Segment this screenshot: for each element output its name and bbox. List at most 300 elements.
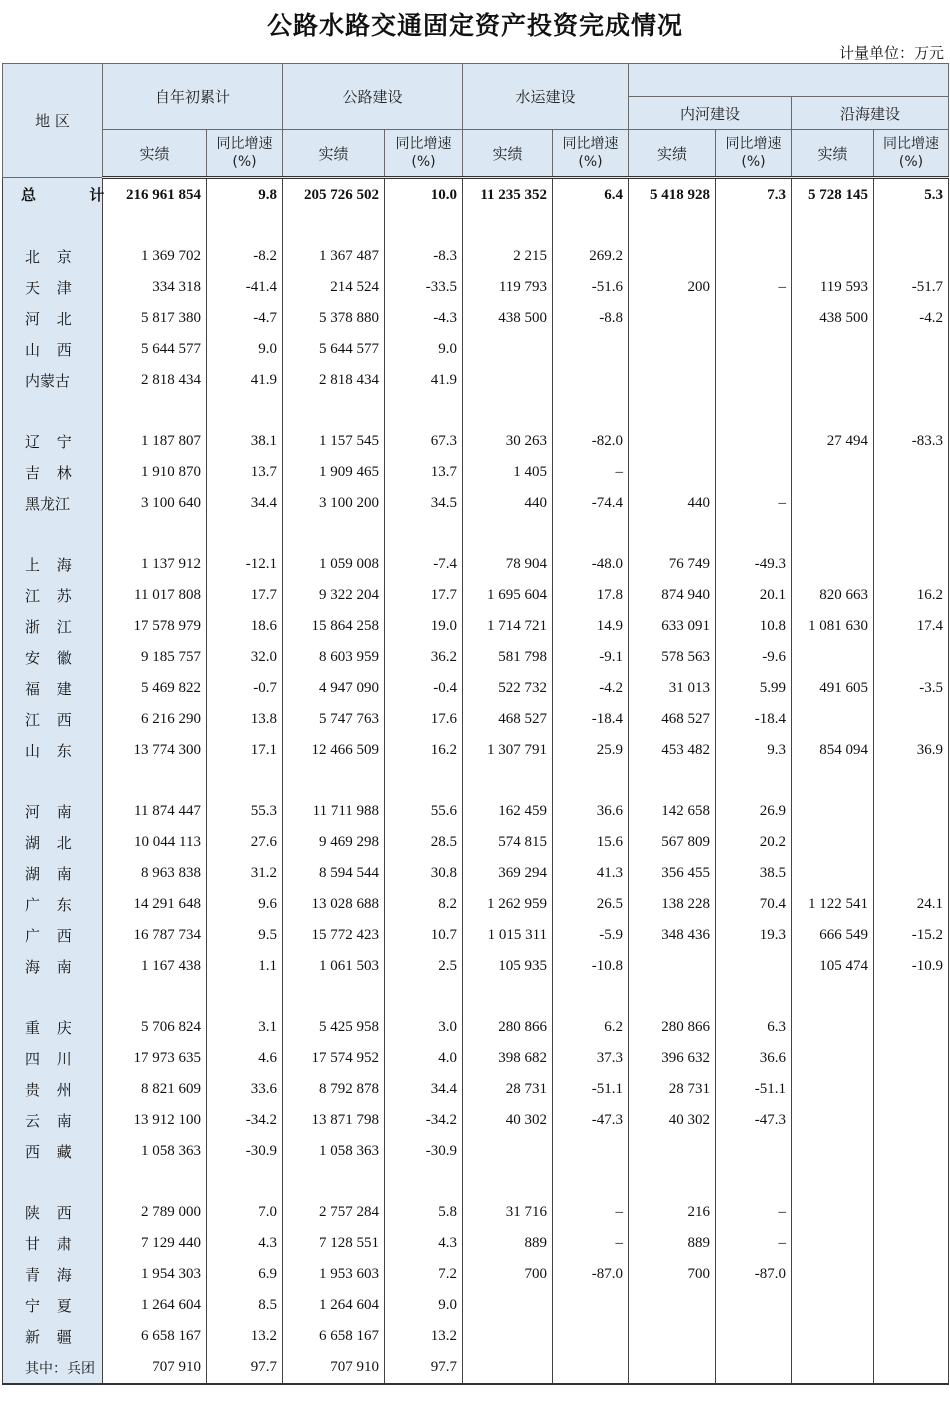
actual-cell: 7 128 551	[283, 1228, 385, 1259]
rate-cell: 9.6	[207, 889, 283, 920]
actual-cell	[792, 1074, 874, 1105]
rate-cell	[716, 365, 792, 396]
actual-cell: 874 940	[629, 580, 716, 611]
actual-cell: 1 187 807	[103, 426, 207, 457]
actual-cell: 12 466 509	[283, 735, 385, 766]
rate-cell: 17.6	[385, 704, 463, 735]
table-row	[3, 549, 949, 580]
header-rate-unit: (%)	[898, 154, 924, 170]
region-cell: 西 藏	[3, 1136, 103, 1167]
empty-cell	[463, 211, 553, 241]
empty-cell	[629, 211, 716, 241]
empty-cell	[385, 982, 463, 1012]
region-cell: 重 庆	[3, 1012, 103, 1043]
rate-cell	[716, 457, 792, 488]
actual-cell: 16 787 734	[103, 920, 207, 951]
actual-cell: 11 711 988	[283, 796, 385, 827]
rate-cell: 38.5	[716, 858, 792, 889]
rate-cell: 37.3	[553, 1043, 629, 1074]
actual-cell	[792, 1105, 874, 1136]
header-rate-unit: (%)	[232, 154, 257, 170]
table-row	[3, 272, 949, 303]
actual-cell: 578 563	[629, 642, 716, 673]
table-row	[3, 1105, 949, 1136]
rate-cell: -4.2	[553, 673, 629, 704]
actual-cell: 138 228	[629, 889, 716, 920]
rate-cell: -82.0	[553, 426, 629, 457]
table-row	[3, 920, 949, 951]
rate-cell: 17.7	[207, 580, 283, 611]
table-row	[3, 642, 949, 673]
actual-cell: 13 912 100	[103, 1105, 207, 1136]
table-row	[3, 1290, 949, 1321]
actual-cell	[792, 1197, 874, 1228]
actual-cell: 14 291 648	[103, 889, 207, 920]
rate-cell: -0.4	[385, 673, 463, 704]
header-actual: 实绩	[283, 130, 385, 178]
actual-cell: 438 500	[463, 303, 553, 334]
actual-cell: 7 129 440	[103, 1228, 207, 1259]
rate-cell	[874, 796, 949, 827]
empty-cell	[385, 1167, 463, 1197]
rate-cell: 31.2	[207, 858, 283, 889]
actual-cell: 30 263	[463, 426, 553, 457]
empty-cell	[283, 1167, 385, 1197]
actual-cell: 666 549	[792, 920, 874, 951]
region-cell: 北 京	[3, 241, 103, 272]
empty-cell	[716, 982, 792, 1012]
empty-cell	[207, 519, 283, 549]
actual-cell: 200	[629, 272, 716, 303]
actual-cell: 105 935	[463, 951, 553, 982]
actual-cell	[629, 303, 716, 334]
empty-cell	[207, 211, 283, 241]
rate-cell: 16.2	[874, 580, 949, 611]
rate-cell: -7.4	[385, 549, 463, 580]
rate-cell: -41.4	[207, 272, 283, 303]
rate-cell: -51.7	[874, 272, 949, 303]
rate-cell: 8.5	[207, 1290, 283, 1321]
actual-cell	[792, 827, 874, 858]
empty-cell	[874, 396, 949, 426]
actual-cell: 4 947 090	[283, 673, 385, 704]
empty-cell	[463, 1167, 553, 1197]
rate-cell: 36.6	[553, 796, 629, 827]
empty-cell	[385, 211, 463, 241]
rate-cell: -8.2	[207, 241, 283, 272]
region-cell: 广 西	[3, 920, 103, 951]
rate-cell: -4.7	[207, 303, 283, 334]
empty-cell	[463, 982, 553, 1012]
rate-cell: 36.6	[716, 1043, 792, 1074]
empty-cell	[792, 1167, 874, 1197]
rate-cell: 17.8	[553, 580, 629, 611]
actual-cell: 1 953 603	[283, 1259, 385, 1290]
actual-cell	[792, 704, 874, 735]
actual-cell: 28 731	[629, 1074, 716, 1105]
actual-cell: 491 605	[792, 673, 874, 704]
actual-cell	[792, 1290, 874, 1321]
rate-cell: 10.0	[385, 178, 463, 212]
region-cell: 其中：兵团	[3, 1352, 103, 1384]
actual-cell: 2 757 284	[283, 1197, 385, 1228]
actual-cell	[463, 1352, 553, 1384]
region-cell: 新 疆	[3, 1321, 103, 1352]
actual-cell: 1 909 465	[283, 457, 385, 488]
header-rate	[716, 130, 792, 178]
rate-cell: 13.7	[207, 457, 283, 488]
rate-cell: 20.2	[716, 827, 792, 858]
rate-cell: 9.0	[385, 334, 463, 365]
actual-cell: 6 216 290	[103, 704, 207, 735]
spacer-row	[3, 766, 949, 796]
rate-cell: -87.0	[553, 1259, 629, 1290]
empty-cell	[103, 1167, 207, 1197]
actual-cell	[463, 1136, 553, 1167]
rate-cell	[874, 642, 949, 673]
rate-cell	[716, 1136, 792, 1167]
actual-cell: 6 658 167	[283, 1321, 385, 1352]
rate-cell: 17.1	[207, 735, 283, 766]
header-rate-label: 同比增速	[725, 136, 782, 152]
empty-cell	[385, 766, 463, 796]
header-water-spacer	[629, 64, 949, 97]
rate-cell: 10.7	[385, 920, 463, 951]
total-row	[3, 178, 949, 212]
table-row	[3, 951, 949, 982]
empty-cell	[792, 519, 874, 549]
rate-cell: 36.2	[385, 642, 463, 673]
rate-cell	[716, 1290, 792, 1321]
actual-cell: 1 137 912	[103, 549, 207, 580]
actual-cell: 40 302	[629, 1105, 716, 1136]
rate-cell: 41.3	[553, 858, 629, 889]
actual-cell: 574 815	[463, 827, 553, 858]
region-cell	[3, 982, 103, 1012]
rate-cell: 14.9	[553, 611, 629, 642]
rate-cell	[553, 1321, 629, 1352]
table-row	[3, 241, 949, 272]
actual-cell: 8 594 544	[283, 858, 385, 889]
rate-cell: 5.99	[716, 673, 792, 704]
actual-cell: 13 871 798	[283, 1105, 385, 1136]
header-rate-unit: (%)	[411, 154, 436, 170]
rate-cell: -34.2	[385, 1105, 463, 1136]
rate-cell: -83.3	[874, 426, 949, 457]
table-row	[3, 1259, 949, 1290]
rate-cell: 24.1	[874, 889, 949, 920]
spacer-row	[3, 519, 949, 549]
rate-cell: –	[716, 272, 792, 303]
rate-cell: 70.4	[716, 889, 792, 920]
table-row	[3, 889, 949, 920]
actual-cell: 31 013	[629, 673, 716, 704]
rate-cell: 28.5	[385, 827, 463, 858]
region-cell: 河 北	[3, 303, 103, 334]
header-road: 公路建设	[283, 64, 463, 130]
empty-cell	[283, 211, 385, 241]
header-rate	[385, 130, 463, 178]
rate-cell: 6.3	[716, 1012, 792, 1043]
actual-cell: 522 732	[463, 673, 553, 704]
actual-cell: 15 864 258	[283, 611, 385, 642]
table-body	[3, 178, 949, 1385]
empty-cell	[283, 519, 385, 549]
region-cell	[3, 519, 103, 549]
header-rate-label: 同比增速	[216, 136, 273, 152]
actual-cell: 1 015 311	[463, 920, 553, 951]
rate-cell: 36.9	[874, 735, 949, 766]
rate-cell: 17.7	[385, 580, 463, 611]
region-cell: 天 津	[3, 272, 103, 303]
actual-cell: 334 318	[103, 272, 207, 303]
actual-cell: 8 792 878	[283, 1074, 385, 1105]
rate-cell: -47.3	[716, 1105, 792, 1136]
rate-cell	[716, 334, 792, 365]
region-cell: 甘 肃	[3, 1228, 103, 1259]
rate-cell: 9.5	[207, 920, 283, 951]
table-row	[3, 611, 949, 642]
rate-cell: 26.9	[716, 796, 792, 827]
rate-cell	[874, 1105, 949, 1136]
rate-cell: 41.9	[385, 365, 463, 396]
actual-cell	[629, 241, 716, 272]
actual-cell: 468 527	[629, 704, 716, 735]
rate-cell: 15.6	[553, 827, 629, 858]
rate-cell: -48.0	[553, 549, 629, 580]
actual-cell: 1 695 604	[463, 580, 553, 611]
actual-cell: 1 264 604	[283, 1290, 385, 1321]
rate-cell	[716, 1352, 792, 1384]
actual-cell: 1 367 487	[283, 241, 385, 272]
actual-cell: 216 961 854	[103, 178, 207, 212]
actual-cell	[792, 858, 874, 889]
rate-cell	[874, 549, 949, 580]
actual-cell: 440	[463, 488, 553, 519]
actual-cell: 2 215	[463, 241, 553, 272]
header-rate-unit: (%)	[578, 154, 603, 170]
table-row	[3, 735, 949, 766]
rate-cell	[874, 1352, 949, 1384]
empty-cell	[207, 396, 283, 426]
rate-cell	[874, 858, 949, 889]
actual-cell	[792, 642, 874, 673]
rate-cell	[874, 365, 949, 396]
rate-cell: 9.0	[385, 1290, 463, 1321]
actual-cell: 581 798	[463, 642, 553, 673]
rate-cell: 9.3	[716, 735, 792, 766]
rate-cell: 7.3	[716, 178, 792, 212]
rate-cell: -3.5	[874, 673, 949, 704]
rate-cell: 38.1	[207, 426, 283, 457]
empty-cell	[792, 982, 874, 1012]
empty-cell	[553, 519, 629, 549]
rate-cell: 10.8	[716, 611, 792, 642]
rate-cell: 13.8	[207, 704, 283, 735]
table-row	[3, 1352, 949, 1384]
actual-cell	[792, 1228, 874, 1259]
actual-cell: 5 706 824	[103, 1012, 207, 1043]
rate-cell: 19.0	[385, 611, 463, 642]
region-cell	[3, 211, 103, 241]
rate-cell: 6.4	[553, 178, 629, 212]
rate-cell	[553, 1352, 629, 1384]
actual-cell	[792, 488, 874, 519]
rate-cell: 34.4	[207, 488, 283, 519]
region-cell: 江 西	[3, 704, 103, 735]
table-row	[3, 426, 949, 457]
actual-cell	[629, 334, 716, 365]
rate-cell: 55.3	[207, 796, 283, 827]
empty-cell	[103, 766, 207, 796]
actual-cell	[463, 365, 553, 396]
table-row	[3, 334, 949, 365]
rate-cell: 18.6	[207, 611, 283, 642]
rate-cell: -12.1	[207, 549, 283, 580]
region-cell: 云 南	[3, 1105, 103, 1136]
actual-cell: 280 866	[629, 1012, 716, 1043]
rate-cell	[553, 334, 629, 365]
empty-cell	[629, 396, 716, 426]
rate-cell: -8.8	[553, 303, 629, 334]
actual-cell: 9 322 204	[283, 580, 385, 611]
empty-cell	[103, 519, 207, 549]
rate-cell	[553, 1136, 629, 1167]
rate-cell: 1.1	[207, 951, 283, 982]
rate-cell: -51.6	[553, 272, 629, 303]
actual-cell: 1 264 604	[103, 1290, 207, 1321]
actual-cell: 1 059 008	[283, 549, 385, 580]
rate-cell	[874, 1136, 949, 1167]
unit-note: 计量单位：万元	[838, 44, 944, 62]
header-coastal: 沿海建设	[792, 97, 949, 130]
empty-cell	[463, 766, 553, 796]
actual-cell: 5 644 577	[283, 334, 385, 365]
actual-cell: 2 789 000	[103, 1197, 207, 1228]
rate-cell	[716, 951, 792, 982]
table-row	[3, 1012, 949, 1043]
region-cell	[3, 396, 103, 426]
actual-cell: 1 058 363	[103, 1136, 207, 1167]
rate-cell: -18.4	[553, 704, 629, 735]
actual-cell: 119 793	[463, 272, 553, 303]
actual-cell: 6 658 167	[103, 1321, 207, 1352]
rate-cell	[553, 1290, 629, 1321]
rate-cell: 5.8	[385, 1197, 463, 1228]
actual-cell	[792, 1043, 874, 1074]
investment-table	[2, 63, 949, 1385]
actual-cell: 1 714 721	[463, 611, 553, 642]
actual-cell: 348 436	[629, 920, 716, 951]
actual-cell	[463, 334, 553, 365]
rate-cell: 20.1	[716, 580, 792, 611]
rate-cell: 27.6	[207, 827, 283, 858]
rate-cell	[874, 704, 949, 735]
rate-cell: 9.8	[207, 178, 283, 212]
actual-cell	[463, 1290, 553, 1321]
rate-cell	[874, 1290, 949, 1321]
actual-cell: 1 954 303	[103, 1259, 207, 1290]
region-cell: 陕 西	[3, 1197, 103, 1228]
rate-cell: 269.2	[553, 241, 629, 272]
empty-cell	[207, 766, 283, 796]
table-row	[3, 796, 949, 827]
table-row	[3, 580, 949, 611]
rate-cell: 4.0	[385, 1043, 463, 1074]
region-cell: 浙 江	[3, 611, 103, 642]
actual-cell: 13 028 688	[283, 889, 385, 920]
rate-cell: 9.0	[207, 334, 283, 365]
rate-cell: -51.1	[553, 1074, 629, 1105]
rate-cell: -9.1	[553, 642, 629, 673]
rate-cell: 13.2	[385, 1321, 463, 1352]
rate-cell: -34.2	[207, 1105, 283, 1136]
subheader-row	[3, 130, 949, 178]
actual-cell: 216	[629, 1197, 716, 1228]
region-cell: 内蒙古	[3, 365, 103, 396]
rate-cell: 97.7	[385, 1352, 463, 1384]
actual-cell	[792, 365, 874, 396]
empty-cell	[553, 396, 629, 426]
rate-cell	[874, 1259, 949, 1290]
region-cell	[3, 1167, 103, 1197]
empty-cell	[207, 1167, 283, 1197]
rate-cell: -4.2	[874, 303, 949, 334]
actual-cell	[629, 365, 716, 396]
empty-cell	[283, 982, 385, 1012]
empty-cell	[463, 396, 553, 426]
rate-cell: 2.5	[385, 951, 463, 982]
actual-cell: 453 482	[629, 735, 716, 766]
rate-cell: -49.3	[716, 549, 792, 580]
empty-cell	[553, 211, 629, 241]
rate-cell: 67.3	[385, 426, 463, 457]
actual-cell: 854 094	[792, 735, 874, 766]
rate-cell	[874, 1012, 949, 1043]
header-actual: 实绩	[629, 130, 716, 178]
actual-cell: 820 663	[792, 580, 874, 611]
region-cell: 湖 南	[3, 858, 103, 889]
actual-cell	[629, 1136, 716, 1167]
rate-cell: -47.3	[553, 1105, 629, 1136]
actual-cell: 440	[629, 488, 716, 519]
region-cell: 河 南	[3, 796, 103, 827]
actual-cell: 1 081 630	[792, 611, 874, 642]
actual-cell: 1 157 545	[283, 426, 385, 457]
rate-cell: -51.1	[716, 1074, 792, 1105]
rate-cell: 30.8	[385, 858, 463, 889]
actual-cell: 889	[629, 1228, 716, 1259]
rate-cell: -10.8	[553, 951, 629, 982]
actual-cell: 438 500	[792, 303, 874, 334]
table-row	[3, 1136, 949, 1167]
rate-cell: –	[553, 457, 629, 488]
empty-cell	[716, 211, 792, 241]
empty-cell	[283, 766, 385, 796]
table-row	[3, 704, 949, 735]
spacer-row	[3, 982, 949, 1012]
empty-cell	[553, 766, 629, 796]
actual-cell: 1 910 870	[103, 457, 207, 488]
rate-cell: 26.5	[553, 889, 629, 920]
rate-cell: 6.9	[207, 1259, 283, 1290]
actual-cell: 28 731	[463, 1074, 553, 1105]
region-cell: 上 海	[3, 549, 103, 580]
rate-cell: 3.1	[207, 1012, 283, 1043]
actual-cell: 1 167 438	[103, 951, 207, 982]
empty-cell	[874, 982, 949, 1012]
empty-cell	[385, 396, 463, 426]
